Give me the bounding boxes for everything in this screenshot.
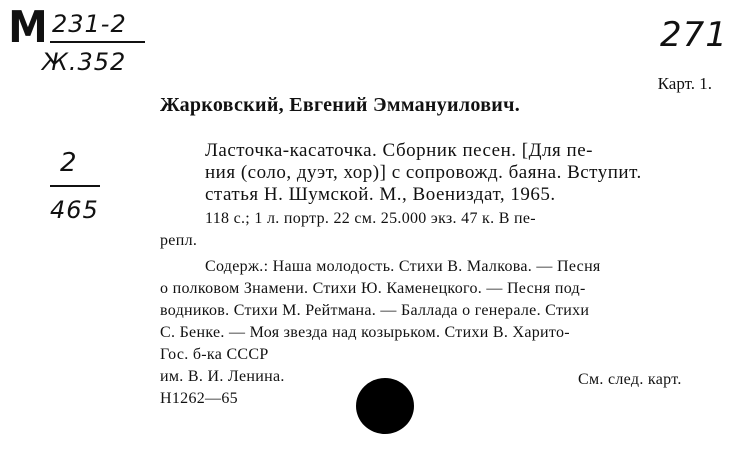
contents-line: Содерж.: Наша молодость. Стихи В. Малкова. — Песня (205, 258, 601, 275)
shelf-number-divider (50, 185, 100, 187)
shelf-number-bottom: 465 (50, 196, 99, 224)
contents-line: о полковом Знамени. Стихи Ю. Каменецкого. — Песня под- (160, 280, 586, 297)
inventory-number: 271 (660, 15, 728, 55)
shelfmark-code-top: 231-2 (52, 10, 127, 38)
author-heading: Жарковский, Евгений Эммануилович. (160, 94, 521, 116)
library-name-cont: им. В. И. Ленина. (160, 368, 285, 385)
title-line: статья Н. Шумской. М., Воениздат, 1965. (205, 184, 556, 205)
punch-hole (356, 378, 414, 434)
physical-description: 118 с.; 1 л. портр. 22 см. 25.000 экз. 47 к. В пе- (205, 210, 536, 227)
contents-line: С. Бенке. — Моя звезда над козырьком. Стихи В. Харито- (160, 324, 570, 341)
shelfmark-divider (50, 41, 145, 43)
title-line: Ласточка-касаточка. Сборник песен. [Для пе- (205, 140, 593, 161)
card-number: Карт. 1. (657, 74, 712, 93)
shelf-number-top: 2 (60, 148, 78, 178)
title-line: ния (соло, дуэт, хор)] с сопровожд. баяна. Вступит. (205, 162, 642, 183)
shelfmark-letter: М (8, 2, 48, 53)
contents-line: водников. Стихи М. Рейтмана. — Баллада о генерале. Стихи (160, 302, 590, 319)
library-code: Н1262—65 (160, 390, 238, 407)
library-name: Гос. б-ка СССР (160, 346, 269, 363)
physical-description-cont: репл. (160, 232, 198, 249)
continuation-note: См. след. карт. (578, 371, 682, 388)
shelfmark-code-bottom: Ж.352 (42, 48, 127, 76)
